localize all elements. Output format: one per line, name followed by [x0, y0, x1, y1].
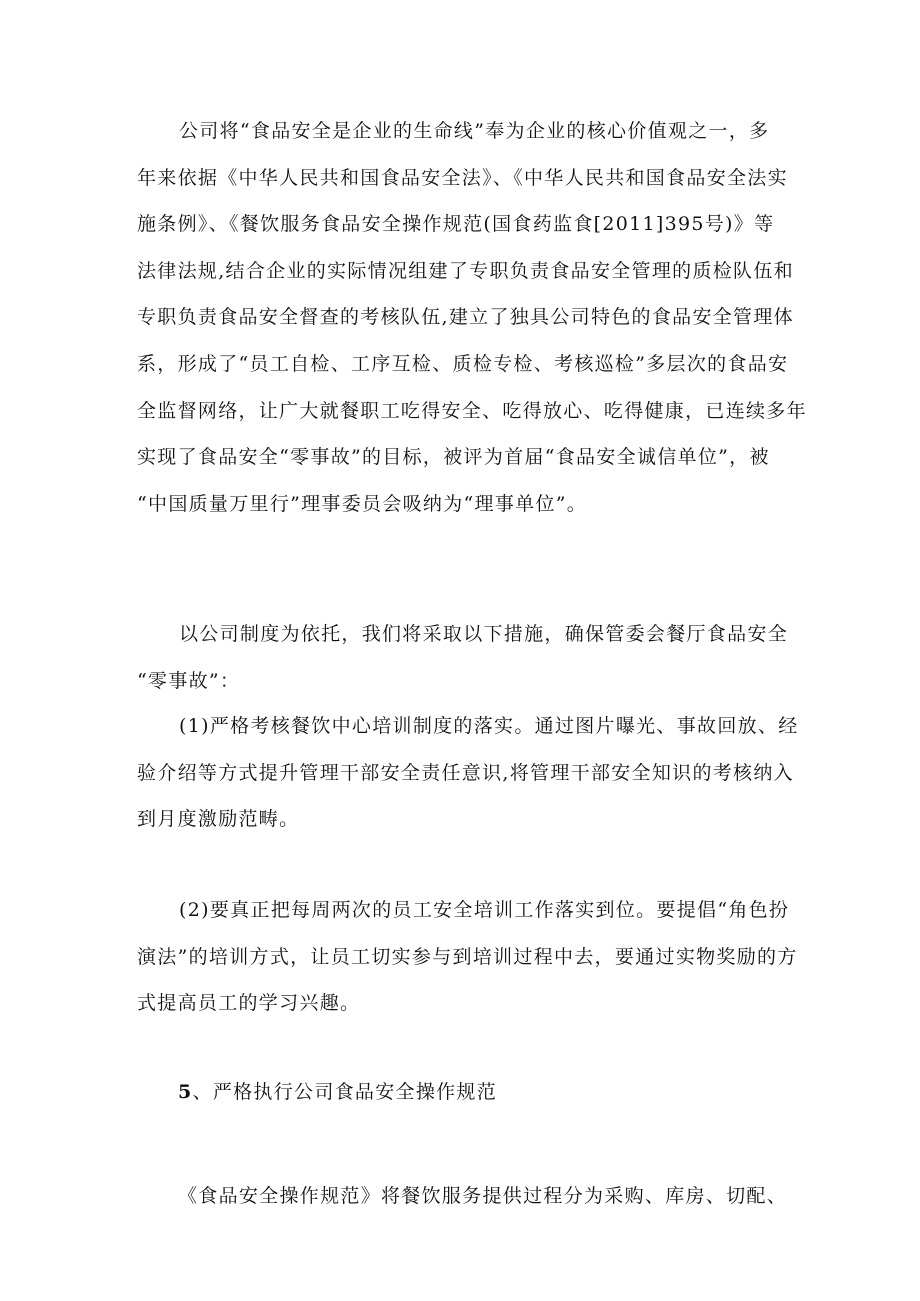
- text-line: “中国质量万里行”理事委员会吸纳为“理事单位”。: [137, 492, 588, 515]
- paragraph-measure-2: [137, 887, 798, 1027]
- paragraph-measure-1: [137, 703, 799, 843]
- text-line: 系，形成了“员工自检、工序互检、质检专检、考核巡检”多层次的食品安: [137, 352, 789, 375]
- text-line: 以公司制度为依托，我们将采取以下措施，确保管委会餐厅食品安全: [179, 623, 789, 645]
- text-line: 演法”的培训方式，让员工切实参与到培训过程中去，要通过实物奖励的方: [137, 945, 798, 968]
- section-number: 5: [178, 1081, 193, 1103]
- text-line: 公司将“食品安全是企业的生命线”奉为企业的核心价值观之一，多: [179, 120, 770, 142]
- paragraph-measures-intro: [137, 611, 792, 704]
- text-line: 验介绍等方式提升管理干部安全责任意识,将管理干部安全知识的考核纳入: [137, 761, 794, 784]
- text-line: 《食品安全操作规范》将餐饮服务提供过程分为采购、库房、切配、: [178, 1185, 788, 1207]
- text-line: 施条例》、《餐饮服务食品安全操作规范(国食药监食[2011]395号)》等: [137, 213, 775, 236]
- text-line: 式提高员工的学习兴趣。: [137, 992, 361, 1015]
- text-line: 专职负责食品安全督查的考核队伍,建立了独具公司特色的食品安全管理体: [137, 306, 794, 329]
- text-line: 年来依据《中华人民共和国食品安全法》、《中华人民共和国食品安全法实: [137, 166, 788, 189]
- text-line: (1)严格考核餐饮中心培训制度的落实。通过图片曝光、事故回放、经: [179, 715, 799, 737]
- text-line: 到月度激励范畴。: [137, 808, 300, 831]
- paragraph-food-safety-intro: [137, 108, 807, 527]
- section-title: 、严格执行公司食品安全操作规范: [192, 1081, 498, 1103]
- text-line: 全监督网络，让广大就餐职工吃得安全、吃得放心、吃得健康，已连续多年: [137, 399, 807, 422]
- paragraph-operation-spec: [178, 1173, 808, 1220]
- section-heading: [178, 1077, 497, 1104]
- text-line: 法律法规,结合企业的实际情况组建了专职负责食品安全管理的质检队伍和: [137, 259, 794, 282]
- text-line: “零事故”：: [137, 669, 241, 692]
- text-line: 实现了食品安全“零事故”的目标，被评为首届“食品安全诚信单位”，被: [137, 446, 770, 469]
- text-line: (2)要真正把每周两次的员工安全培训工作落实到位。要提倡“角色扮: [179, 899, 790, 921]
